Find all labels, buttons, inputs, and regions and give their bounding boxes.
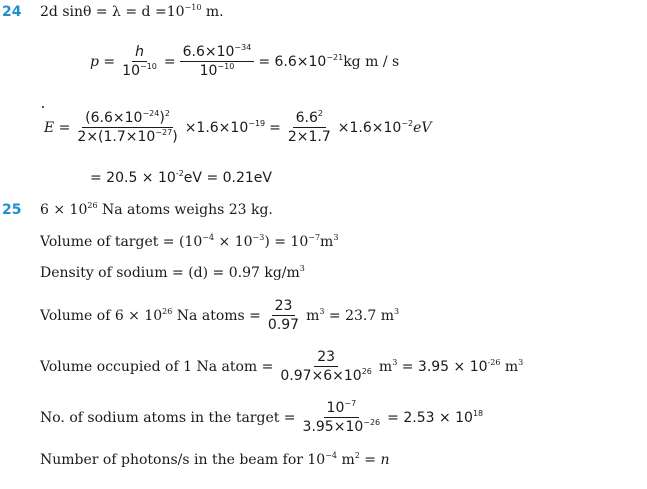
vol1-den-exp: 26 <box>361 367 372 376</box>
energy-lhs: E = <box>44 119 71 136</box>
photons-end: = n <box>359 452 390 468</box>
atoms-frac <box>300 400 384 435</box>
vol6-unit: m <box>306 307 320 324</box>
energy-frac-1-den-close: ) <box>172 129 178 145</box>
stray-dot <box>42 106 44 108</box>
energy-mult-2-exp: −2 <box>401 118 414 128</box>
photons-text: Number of photons/s in the beam for 10 <box>40 452 326 468</box>
vol1-result-exp: -26 <box>487 357 501 367</box>
volume-target-exp3: −7 <box>308 233 321 242</box>
atoms-label: No. of sodium atoms in the target = <box>40 409 296 426</box>
volume-target-mid: × 10 <box>214 234 253 250</box>
volume-target-mid2: ) = 10 <box>264 234 309 250</box>
energy-mult-1: ×1.6×10 <box>184 119 249 136</box>
energy-frac-1-num-pow: 2 <box>164 109 170 118</box>
energy-frac-2-num: 6.6 <box>295 110 318 126</box>
energy-frac-1-den: 2×(1.7×10 <box>77 129 156 145</box>
energy-result-text: = 20.5 × 10 <box>90 170 176 186</box>
atoms-weight-exp: 26 <box>87 201 98 210</box>
atoms-den: 3.95×10 <box>302 419 364 435</box>
vol1-unit-exp: 3 <box>392 357 398 367</box>
atoms-weight-rest: Na atoms weighs 23 kg. <box>97 202 273 218</box>
vol6-den: 0.97 <box>267 317 300 333</box>
energy-frac-2-den: 2×1.7 <box>287 129 331 145</box>
energy-frac-1-num: (6.6×10 <box>85 110 143 126</box>
bragg-unit: m. <box>201 4 224 20</box>
photons-per-second <box>40 452 390 468</box>
vol1-num: 23 <box>314 349 338 367</box>
atoms-result: = 2.53 × 10 <box>387 409 473 426</box>
photons-exp: −4 <box>325 451 338 460</box>
energy-frac-1-num-close: ) <box>159 110 165 126</box>
momentum-frac-h-num: h <box>132 44 147 62</box>
vol6-unit-exp: 3 <box>319 306 325 316</box>
atoms-num-exp: −7 <box>344 399 357 408</box>
vol1-result-unit: m <box>500 358 519 375</box>
energy-frac-2-num-pow: 2 <box>317 109 323 118</box>
photons-rest: m <box>337 452 355 468</box>
energy-result-unit: eV = 0.21eV <box>183 170 272 186</box>
vol1-den: 0.97×6×10 <box>280 368 362 384</box>
momentum-result: = 6.6×10 <box>258 53 327 70</box>
sodium-atoms-in-target <box>40 400 483 435</box>
atoms-result-exp: 18 <box>472 408 484 418</box>
energy-result-exp: -2 <box>175 169 184 178</box>
density-exp: 3 <box>299 264 305 273</box>
momentum-result-exp: −21 <box>326 52 344 62</box>
atoms-weight-statement <box>40 202 273 218</box>
atoms-den-exp: −26 <box>363 418 381 427</box>
momentum-frac-value <box>180 44 255 79</box>
volume-target-unit: m <box>320 234 334 250</box>
volume-target-text: Volume of target = (10 <box>40 234 203 250</box>
energy-result <box>90 170 272 186</box>
momentum-frac-h <box>119 44 160 79</box>
energy-equation <box>44 110 432 145</box>
momentum-frac-h-den-exp: −10 <box>139 62 157 71</box>
volume-of-target <box>40 234 338 250</box>
density-of-sodium <box>40 265 305 281</box>
vol6-label-rest: Na atoms = <box>172 307 261 324</box>
volume-target-unit-exp: 3 <box>333 233 339 242</box>
momentum-frac-value-num: 6.6×10 <box>182 44 235 60</box>
atoms-num: 10 <box>326 400 345 416</box>
vol1-frac <box>277 349 375 384</box>
density-text: Density of sodium = (d) = 0.97 kg/m <box>40 265 300 281</box>
momentum-frac-h-den: 10 <box>122 63 140 79</box>
energy-eq: = <box>269 119 281 136</box>
atoms-weight-text: 6 × 10 <box>40 202 88 218</box>
vol6-frac <box>265 298 302 333</box>
momentum-lhs: p = <box>90 53 116 70</box>
vol1-result-unit-exp: 3 <box>518 357 524 367</box>
vol6-label-exp: 26 <box>162 306 173 316</box>
volume-target-exp1: −4 <box>202 233 215 242</box>
momentum-frac-value-den: 10 <box>199 63 218 79</box>
volume-6e26-atoms <box>40 298 399 333</box>
volume-1-atom <box>40 349 523 384</box>
momentum-eq: = <box>163 53 176 70</box>
photons-rest-exp: 2 <box>354 451 360 460</box>
vol6-num: 23 <box>272 298 296 316</box>
vol6-result: = 23.7 m <box>324 307 394 324</box>
momentum-equation <box>90 44 399 79</box>
question-number-24: 24 <box>2 4 22 20</box>
bragg-equation-text: 2d sinθ = λ = d =10 <box>40 4 185 20</box>
momentum-result-unit: kg m / s <box>343 53 400 70</box>
bragg-exp: −10 <box>184 3 202 12</box>
energy-frac-1-num-exp: −24 <box>142 109 160 118</box>
energy-mult-1-exp: −19 <box>248 118 266 128</box>
vol1-label: Volume occupied of 1 Na atom = <box>40 358 274 375</box>
vol6-label: Volume of 6 × 10 <box>40 307 163 324</box>
vol1-result: = 3.95 × 10 <box>397 358 488 375</box>
energy-frac-1 <box>74 110 180 145</box>
momentum-frac-value-num-exp: −34 <box>234 43 252 52</box>
vol1-unit: m <box>378 358 393 375</box>
bragg-equation <box>40 4 224 20</box>
energy-mult-2: ×1.6×10 <box>337 119 402 136</box>
volume-target-exp2: −3 <box>252 233 265 242</box>
momentum-frac-value-den-exp: −10 <box>217 62 235 71</box>
energy-mult-2-unit: eV <box>413 119 432 136</box>
energy-frac-2 <box>285 110 334 145</box>
question-number-25: 25 <box>2 202 22 218</box>
energy-frac-1-den-exp: −27 <box>155 128 173 137</box>
vol6-result-exp: 3 <box>393 306 400 316</box>
